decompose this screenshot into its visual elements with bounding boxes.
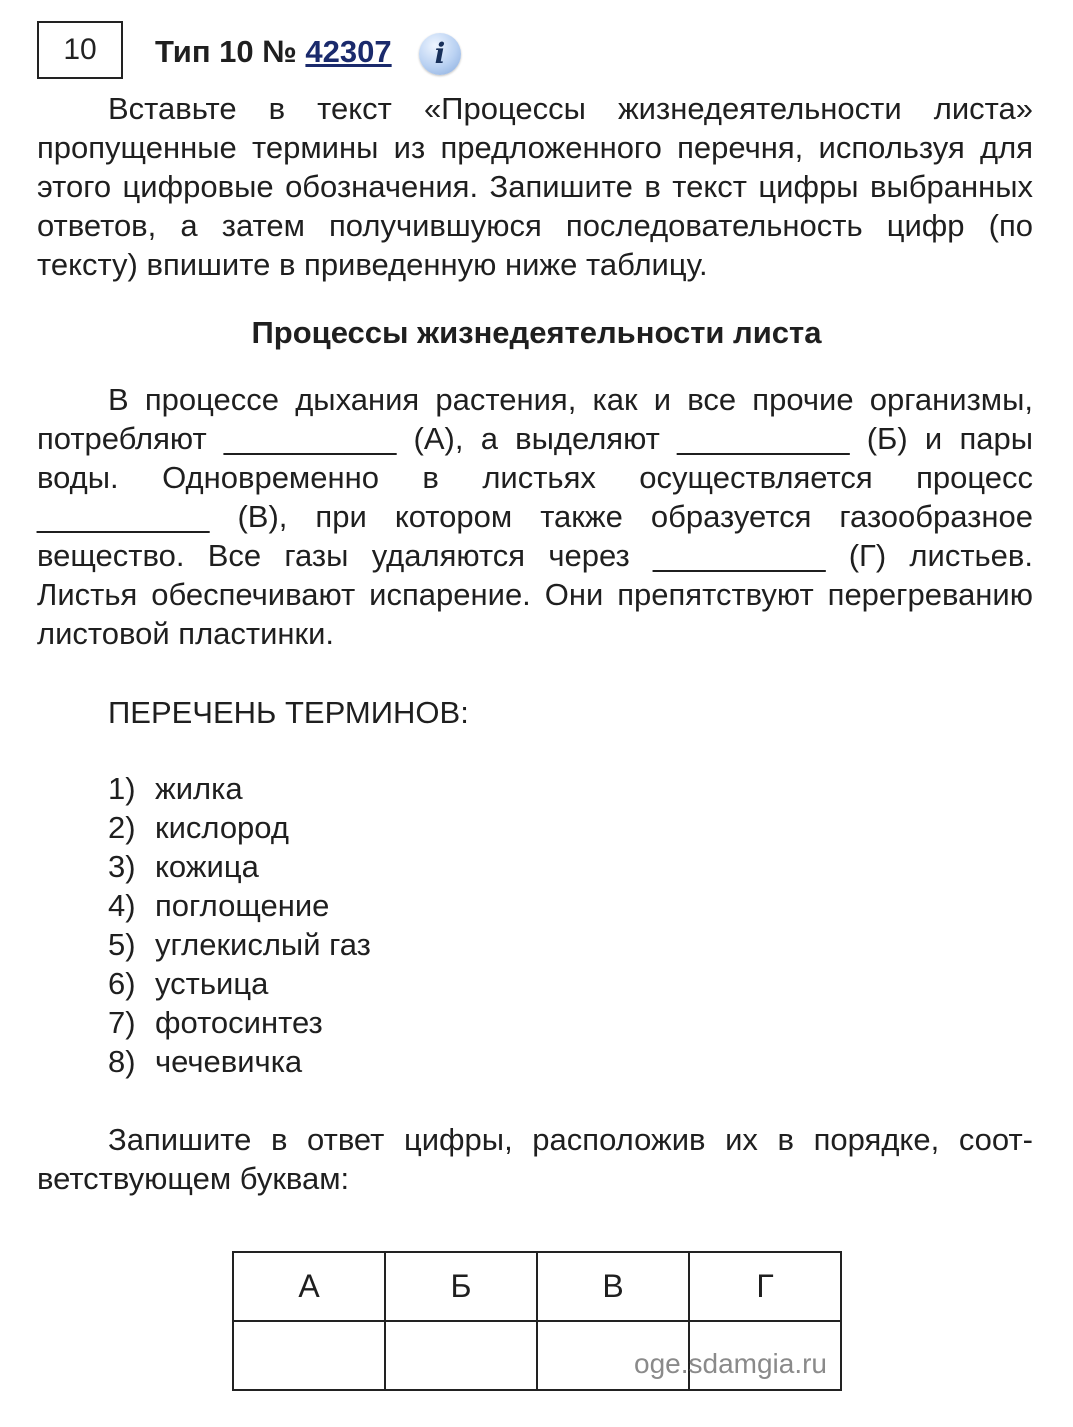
answer-cell[interactable] <box>385 1321 537 1390</box>
terms-heading: ПЕРЕЧЕНЬ ТЕРМИНОВ: <box>108 695 469 730</box>
term-text: фотосинтез <box>155 1005 323 1040</box>
term-text: кислород <box>155 810 289 845</box>
term-number: 6) <box>108 966 136 1001</box>
term-number: 5) <box>108 927 136 962</box>
answer-header-cell: В <box>537 1252 689 1321</box>
term-text: устьица <box>155 966 269 1001</box>
list-item <box>108 925 371 964</box>
list-item <box>108 1042 371 1081</box>
list-item <box>108 769 371 808</box>
answer-header-cell: Г <box>689 1252 841 1321</box>
term-text: чечевичка <box>155 1044 303 1079</box>
task-type-label: Тип 10 № <box>155 34 306 69</box>
answer-prompt: Запишите в ответ цифры, расположив их в порядке, соответствующем буквам: <box>37 1122 1033 1196</box>
term-number: 8) <box>108 1044 136 1079</box>
term-number: 7) <box>108 1005 136 1040</box>
passage-text: В процессе дыхания растения, как и все прочие организмы, потребляют __________ (А), а выделяют __________ (Б) и пары воды. Одновременно в листьях осуществляется процесс __________ (В), при котором также образуется газообразное вещество. Все газы удаляются через __________ (Г) листьев. Листья обеспечивают испарение. Они препятствуют перегреванию листовой пластинки. <box>37 382 1033 651</box>
term-text: жилка <box>155 771 243 806</box>
answer-cell[interactable] <box>233 1321 385 1390</box>
term-text: кожица <box>155 849 259 884</box>
task-header <box>155 32 392 72</box>
answer-header-cell: Б <box>385 1252 537 1321</box>
list-item <box>108 886 371 925</box>
list-item <box>108 847 371 886</box>
task-id-link[interactable]: 42307 <box>305 34 392 69</box>
term-number: 1) <box>108 771 136 806</box>
list-item <box>108 808 371 847</box>
term-number: 2) <box>108 810 136 845</box>
info-icon[interactable]: i <box>419 33 461 75</box>
term-text: поглощение <box>155 888 330 923</box>
watermark: oge.sdamgia.ru <box>634 1348 828 1379</box>
answer-header-row <box>233 1252 841 1321</box>
task-number-box: 10 <box>37 21 123 79</box>
passage-title: Процессы жизнедеятельности листа <box>251 315 822 350</box>
term-number: 3) <box>108 849 136 884</box>
terms-list <box>108 769 371 1081</box>
list-item <box>108 964 371 1003</box>
task-instruction: Вставьте в текст «Процессы жизнедеятельности листа» пропущенные термины из предложенного перечня, используя для этого цифровые обозначения. Запишите в текст цифры выбранных ответов, а затем получившуюся последовательность цифр (по тексту) впишите в приведенную ниже таблицу. <box>37 91 1033 282</box>
term-number: 4) <box>108 888 136 923</box>
answer-header-cell: А <box>233 1252 385 1321</box>
term-text: углекислый газ <box>155 927 371 962</box>
list-item <box>108 1003 371 1042</box>
